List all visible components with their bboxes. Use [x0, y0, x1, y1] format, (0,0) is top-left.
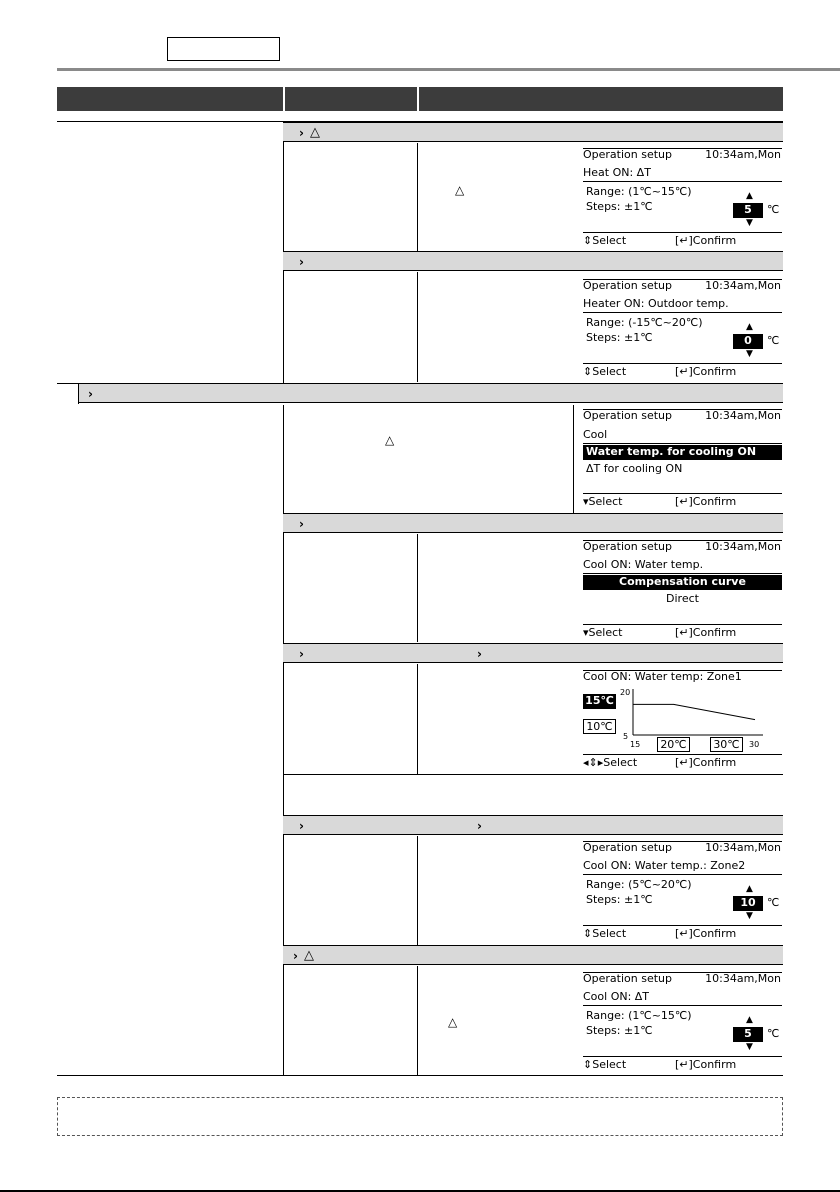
y-high-box: 15℃ — [583, 694, 616, 709]
curve-line — [633, 704, 755, 719]
value-display: 5 — [733, 203, 763, 218]
col-divider — [417, 534, 418, 642]
chevron-right-icon: › — [477, 647, 482, 661]
row-divider — [57, 383, 78, 384]
arrow-up-icon: ▲ — [746, 191, 753, 201]
header-rule — [57, 68, 840, 71]
arrow-up-icon: ▲ — [746, 1015, 753, 1025]
col-divider — [283, 405, 284, 1075]
screen-cool-zone1: Cool ON: Water temp: Zone1 20 5 15 30 15℃ 10℃ 20℃ 30℃ ◂⇕▸Select [↵]Confirm — [583, 667, 782, 771]
section-label-box — [167, 37, 280, 61]
screen-divider — [583, 443, 782, 444]
delta-icon: △ — [448, 1015, 458, 1029]
x-box-2: 30℃ — [710, 737, 743, 752]
col-divider — [573, 405, 574, 513]
screen-heat-dt: Operation setup 10:34am,Mon Heat ON: ΔT Range: (1℃~15℃) Steps: ±1℃ ▲ 5 ℃ ▼ ⇕Select [↵]Confirm — [583, 148, 781, 247]
note-box — [57, 1097, 783, 1136]
menu-selected-item: Water temp. for cooling ON — [583, 445, 782, 460]
col-divider — [417, 272, 418, 382]
row-cool-dt-title — [283, 945, 783, 965]
x-tick-end: 30 — [749, 740, 760, 749]
arrow-down-icon: ▼ — [746, 911, 753, 921]
row-cool-zone2-title — [283, 815, 783, 835]
row-heat-dt-title — [283, 122, 783, 142]
chevron-right-icon: › — [293, 949, 298, 963]
y-low-box: 10℃ — [583, 719, 616, 734]
arrow-down-icon: ▼ — [746, 349, 753, 359]
screen-cool-zone2: Operation setup 10:34am,Mon Cool ON: Water temp.: Zone2 Range: (5℃~20℃) Steps: ±1℃ ▲ 10 ℃ ▼ ⇕Select [↵]Confirm — [583, 841, 781, 940]
col-divider — [417, 836, 418, 945]
screen-heater-outdoor: Operation setup 10:34am,Mon Heater ON: Outdoor temp. Range: (-15℃~20℃) Steps: ±1℃ ▲ 0 ℃ ▼ ⇕Select [↵]Confirm — [583, 279, 781, 378]
arrow-up-icon: ▲ — [746, 322, 753, 332]
x-tick-start: 15 — [630, 740, 641, 749]
chevron-right-icon: › — [88, 387, 93, 401]
row-divider — [283, 774, 783, 775]
screen-cool-water: Operation setup 10:34am,Mon Cool ON: Water temp. Compensation curve Direct ▾Select [↵]Confirm — [583, 540, 781, 639]
col-divider — [417, 664, 418, 774]
arrow-down-icon: ▼ — [746, 218, 753, 228]
menu-selected-item: Compensation curve — [583, 575, 782, 590]
row-cool-section-title — [78, 383, 783, 403]
table-header-col3 — [419, 87, 783, 111]
y-tick-high: 20 — [620, 688, 631, 697]
col-divider — [417, 143, 418, 251]
row-heater-outdoor-title — [283, 251, 783, 271]
chevron-right-icon: › — [477, 819, 482, 833]
delta-icon: △ — [455, 183, 465, 197]
table-header-col2 — [285, 87, 417, 111]
delta-icon: △ — [310, 125, 320, 140]
col-divider — [78, 383, 79, 404]
chevron-right-icon: › — [299, 255, 304, 269]
table-header-col1 — [57, 87, 283, 111]
x-box-1: 20℃ — [657, 737, 690, 752]
chevron-right-icon: › — [299, 517, 304, 531]
arrow-down-icon: ▼ — [746, 1042, 753, 1052]
chevron-right-icon: › — [299, 126, 304, 140]
screen-cool-menu: Operation setup 10:34am,Mon Cool Water temp. for cooling ON ΔT for cooling ON ▾Select [↵]Confirm — [583, 409, 781, 508]
col-divider — [417, 966, 418, 1075]
table-bottom-rule — [57, 1075, 783, 1076]
chevron-right-icon: › — [299, 647, 304, 661]
delta-icon: △ — [304, 948, 314, 963]
screen-cool-dt: Operation setup 10:34am,Mon Cool ON: ΔT Range: (1℃~15℃) Steps: ±1℃ ▲ 5 ℃ ▼ ⇕Select [↵]Confirm — [583, 972, 781, 1071]
value-display: 0 — [733, 334, 763, 349]
delta-icon: △ — [385, 433, 395, 447]
row-cool-zone1-title — [283, 643, 783, 663]
arrow-up-icon: ▲ — [746, 884, 753, 894]
chevron-right-icon: › — [299, 819, 304, 833]
y-tick-low: 5 — [623, 732, 629, 741]
value-display: 10 — [733, 896, 763, 911]
value-display: 5 — [733, 1027, 763, 1042]
row-cool-water-title — [283, 513, 783, 533]
